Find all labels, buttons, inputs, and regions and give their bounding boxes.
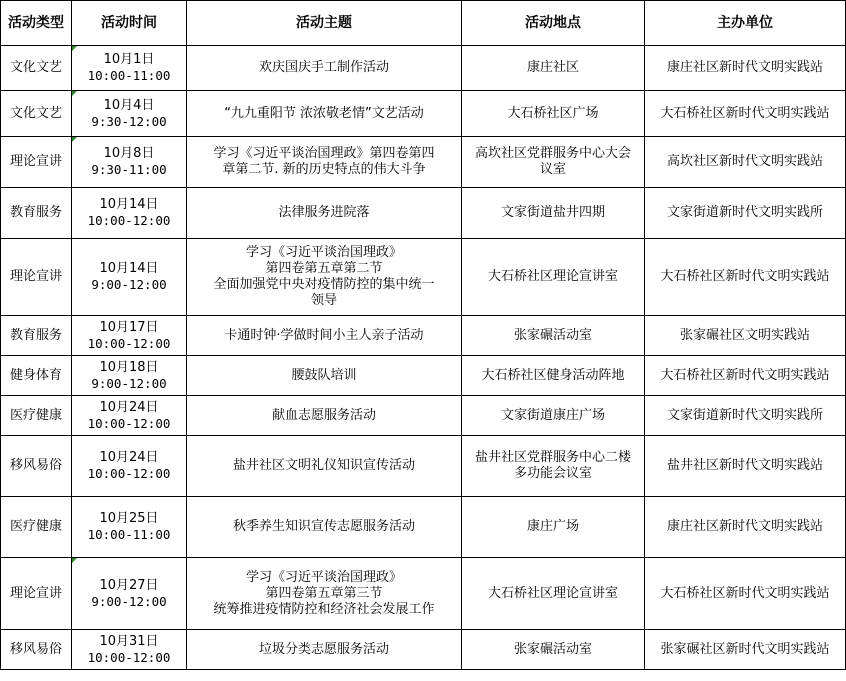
table-row (1, 558, 846, 630)
activity-type-cell: 文化文艺 (1, 91, 72, 137)
table-row (1, 356, 846, 396)
activity-time-cell (72, 188, 187, 239)
activity-location-cell (462, 497, 645, 558)
organizer-cell: 张家碾社区文明实践站 (645, 316, 846, 356)
activity-location-cell (462, 91, 645, 137)
activity-time-cell (72, 239, 187, 316)
header-activity-type: 活动类型 (1, 1, 72, 46)
activity-date: 10月27日 (99, 577, 159, 593)
activity-location-line: 张家碾活动室 (513, 327, 592, 343)
table-row (1, 497, 846, 558)
activity-hours: 10:00-12:00 (87, 466, 171, 481)
activity-location-line: 康庄广场 (526, 519, 579, 534)
activity-theme-cell (187, 558, 462, 630)
activity-time-cell (72, 396, 187, 436)
activity-hours: 10:00-11:00 (87, 68, 171, 83)
header-activity-time: 活动时间 (72, 1, 187, 46)
organizer-cell: 大石桥社区新时代文明实践站 (645, 239, 846, 316)
activity-hours: 10:00-12:00 (87, 335, 171, 351)
header-organizer: 主办单位 (645, 1, 846, 46)
activity-time-cell (72, 356, 187, 396)
organizer-cell: 大石桥社区新时代文明实践站 (645, 356, 846, 396)
activity-location-cell (462, 316, 645, 356)
activity-theme-cell (187, 91, 462, 137)
activity-location-line: 大石桥社区健身活动阵地 (481, 367, 625, 383)
activity-type-cell: 理论宣讲 (1, 239, 72, 316)
activity-location-cell (462, 558, 645, 630)
schedule-body (1, 46, 846, 670)
activity-type-cell: 教育服务 (1, 188, 72, 239)
organizer-cell: 康庄社区新时代文明实践站 (645, 46, 846, 91)
activity-type-cell: 移风易俗 (1, 436, 72, 497)
activity-theme-line: 章第二节. 新的历史特点的伟大斗争 (222, 162, 426, 177)
table-row (1, 137, 846, 188)
table-row (1, 316, 846, 356)
activity-location-cell (462, 356, 645, 396)
table-row (1, 91, 846, 137)
activity-location-line: 大石桥社区广场 (507, 105, 599, 121)
activity-location-line: 议室 (539, 162, 566, 177)
activity-theme-line: 卡通时钟·学做时间小主人亲子活动 (224, 327, 424, 343)
activity-theme-line: 法律服务进院落 (278, 205, 370, 220)
activity-time-cell (72, 91, 187, 137)
table-row (1, 239, 846, 316)
header-row (1, 1, 846, 46)
activity-location-line: 盐井社区党群服务中心二楼 (474, 450, 631, 465)
activity-theme-line: 全面加强党中央对疫情防控的集中统一 (213, 277, 435, 292)
activity-date: 10月14日 (99, 261, 159, 276)
activity-theme-line: 领导 (310, 293, 337, 308)
activity-location-cell (462, 239, 645, 316)
activity-date: 10月24日 (99, 450, 159, 465)
organizer-cell: 大石桥社区新时代文明实践站 (645, 558, 846, 630)
activity-time-cell (72, 558, 187, 630)
table-row (1, 46, 846, 91)
activity-date: 10月17日 (99, 319, 159, 335)
activity-date: 10月4日 (103, 97, 155, 113)
table-row (1, 630, 846, 670)
organizer-cell: 文家街道新时代文明实践所 (645, 188, 846, 239)
activity-theme-line: 盐井社区文明礼仪知识宣传活动 (232, 458, 415, 473)
activity-theme-cell (187, 436, 462, 497)
activity-theme-line: 学习《习近平谈治国理政》 (245, 569, 402, 585)
activity-type-cell: 移风易俗 (1, 630, 72, 670)
activity-location-cell (462, 630, 645, 670)
activity-theme-line: 学习《习近平谈治国理政》第四卷第四 (213, 146, 435, 161)
activity-location-cell (462, 137, 645, 188)
activity-theme-cell (187, 239, 462, 316)
activity-date: 10月14日 (99, 197, 159, 212)
activity-type-cell: 理论宣讲 (1, 558, 72, 630)
activity-date: 10月18日 (99, 359, 159, 375)
activity-type-cell: 教育服务 (1, 316, 72, 356)
activity-location-cell (462, 188, 645, 239)
activity-location-line: 张家碾活动室 (513, 641, 592, 657)
header-activity-location: 活动地点 (462, 1, 645, 46)
table-row (1, 436, 846, 497)
activity-hours: 10:00-12:00 (87, 213, 171, 228)
activity-date: 10月1日 (103, 52, 155, 67)
activity-type-cell: 理论宣讲 (1, 137, 72, 188)
table-row (1, 188, 846, 239)
activity-hours: 10:00-12:00 (87, 415, 171, 431)
activity-theme-line: 统筹推进疫情防控和经济社会发展工作 (213, 601, 435, 617)
table-row (1, 396, 846, 436)
activity-theme-line: 献血志愿服务活动 (271, 407, 376, 423)
activity-location-line: 高坎社区党群服务中心大会 (474, 146, 631, 161)
activity-type-cell: 医疗健康 (1, 497, 72, 558)
activity-theme-cell (187, 630, 462, 670)
activity-theme-line: “九九重阳节 浓浓敬老情”文艺活动 (224, 105, 424, 121)
organizer-cell: 大石桥社区新时代文明实践站 (645, 91, 846, 137)
organizer-cell: 张家碾社区新时代文明实践站 (645, 630, 846, 670)
activity-hours: 9:30-12:00 (91, 113, 167, 129)
organizer-cell: 盐井社区新时代文明实践站 (645, 436, 846, 497)
activity-time-cell (72, 436, 187, 497)
activity-hours: 9:30-11:00 (91, 162, 167, 177)
activity-theme-line: 第四卷第五章第二节 (265, 261, 383, 276)
activity-time-cell (72, 316, 187, 356)
activity-location-line: 康庄社区 (526, 60, 579, 75)
activity-theme-cell (187, 46, 462, 91)
activity-time-cell (72, 46, 187, 91)
activity-type-cell: 文化文艺 (1, 46, 72, 91)
activity-time-cell (72, 497, 187, 558)
activity-time-cell (72, 137, 187, 188)
activity-date: 10月8日 (103, 146, 155, 161)
activity-theme-cell (187, 316, 462, 356)
activity-theme-cell (187, 137, 462, 188)
header-activity-theme: 活动主题 (187, 1, 462, 46)
activity-hours: 9:00-12:00 (91, 593, 167, 609)
activity-theme-line: 欢庆国庆手工制作活动 (258, 60, 389, 75)
activity-theme-line: 腰鼓队培训 (291, 367, 357, 383)
activity-theme-cell (187, 188, 462, 239)
activity-location-line: 多功能会议室 (513, 466, 592, 481)
activity-theme-line: 第四卷第五章第三节 (265, 585, 383, 601)
activity-location-cell (462, 436, 645, 497)
activity-location-line: 大石桥社区理论宣讲室 (487, 585, 618, 601)
activity-hours: 9:00-12:00 (91, 375, 167, 391)
activity-date: 10月31日 (99, 633, 159, 649)
activity-theme-cell (187, 396, 462, 436)
organizer-cell: 文家街道新时代文明实践所 (645, 396, 846, 436)
activity-type-cell: 健身体育 (1, 356, 72, 396)
activity-theme-cell (187, 497, 462, 558)
organizer-cell: 康庄社区新时代文明实践站 (645, 497, 846, 558)
activity-theme-line: 学习《习近平谈治国理政》 (245, 245, 402, 260)
activity-time-cell (72, 630, 187, 670)
activity-theme-line: 秋季养生知识宣传志愿服务活动 (232, 519, 415, 534)
activity-location-line: 文家街道盐井四期 (500, 205, 605, 220)
activity-type-cell: 医疗健康 (1, 396, 72, 436)
activity-hours: 9:00-12:00 (91, 277, 167, 292)
activity-location-line: 大石桥社区理论宣讲室 (487, 269, 618, 284)
activity-hours: 10:00-11:00 (87, 527, 171, 542)
activity-date: 10月24日 (99, 399, 159, 415)
activity-theme-line: 垃圾分类志愿服务活动 (258, 641, 389, 657)
activity-hours: 10:00-12:00 (87, 649, 171, 665)
activity-location-line: 文家街道康庄广场 (500, 407, 605, 423)
organizer-cell: 高坎社区新时代文明实践站 (645, 137, 846, 188)
activity-location-cell (462, 396, 645, 436)
activity-date: 10月25日 (99, 511, 159, 526)
activity-location-cell (462, 46, 645, 91)
activity-theme-cell (187, 356, 462, 396)
